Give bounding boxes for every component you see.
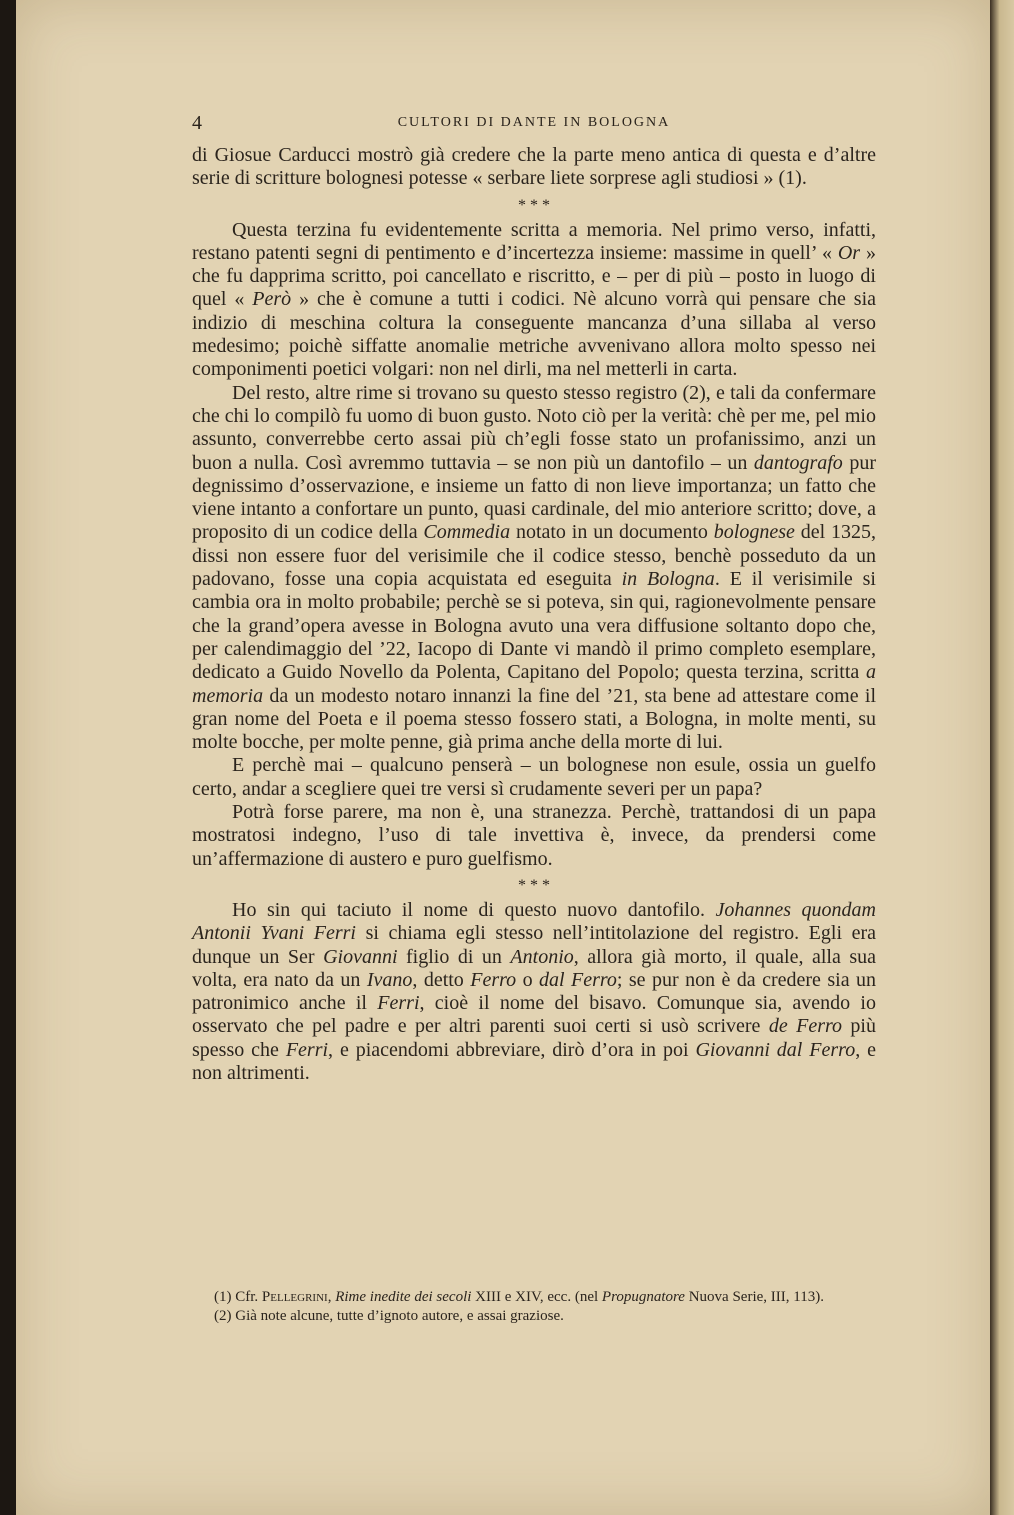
section-break-asterism: * * * <box>518 196 550 214</box>
paragraph-6: Ho sin qui taciuto il nome di questo nuovo dantofilo. Johannes quondam Antonii Yvani Ferri si chiama egli stesso nell’intitolazione del registro. Egli era dunque un Ser Giovanni figlio di un Antonio, allora già morto, il quale, alla sua volta, era nato da un Ivano, detto Ferro o dal Ferro; se pur non è da credere sia un patronimico anche il Ferri, cioè il nome del bisavo. Comunque sia, avendo io osservato che pel padre e per altri parenti suoi certi si usò scrivere de Ferro più spesso che Ferri, e piacendomi abbreviare, dirò d’ora in poi Giovanni dal Ferro, e non altrimenti. <box>192 898 877 1084</box>
footnotes <box>192 1288 876 1326</box>
section-break-asterism: * * * <box>518 876 550 894</box>
paragraph-1: di Giosue Carducci mostrò già credere che la parte meno antica di questa e d’altre serie di scritture bolognesi potesse « serbare liete sorprese agli studiosi » (1). <box>192 144 876 190</box>
footnote-1: (1) Cfr. Pellegrini, Rime inedite dei secoli XIII e XIV, ecc. (nel Propugnatore Nuova Serie, III, 113). <box>214 1289 824 1305</box>
facing-page-edge <box>990 0 1014 1515</box>
paragraph-5: Potrà forse parere, ma non è, una stranezza. Perchè, trattandosi di un papa mostratosi indegno, l’uso di tale invettiva è, invece, da prendersi come un’affermazione di austero e puro guelfismo. <box>192 801 876 870</box>
main-text <box>192 144 876 1085</box>
page-number: 4 <box>192 112 202 134</box>
running-head <box>192 112 876 136</box>
paragraph-2: Questa terzina fu evidentemente scritta a memoria. Nel primo verso, infatti, restano patenti segni di pentimento e d’incertezza insieme: massime in quell’ « Or » che fu dapprima scritto, poi cancellato e riscritto, e – per di più – posto in luogo di quel « Però » che è comune a tutti i codici. Nè alcuno vorrà qui pensare che sia indizio di meschina coltura la conseguente mancanza d’una sillaba al verso medesimo; poichè siffatte anomalie metriche avvenivano allora molto spesso nei componimenti poetici volgari: non nel dirli, ma nel metterli in carta. <box>192 218 876 381</box>
paragraph-3: Del resto, altre rime si trovano su questo stesso registro (2), e tali da confermare che chi lo compilò fu uomo di buon gusto. Noto ciò per la verità: chè per me, pel mio assunto, converrebbe certo assai più ch’egli fosse stato un profanissimo, anzi un buon a nulla. Così avremmo tuttavia – se non più un dantofilo – un dantografo pur degnissimo d’osservazione, e insieme un fatto di non lieve importanza; un fatto che viene intanto a confortare un punto, quasi cardinale, del mio anteriore scritto; dove, a proposito di un codice della Commedia notato in un documento bolognese del 1325, dissi non essere fuor del verisimile che il codice stesso, benchè posseduto da un padovano, fosse una copia acquistata ed eseguita in Bologna. E il verisimile si cambia ora in molto probabile; perchè se si poteva, sin qui, ragionevolmente pensare che la grand’opera avesse in Bologna avuto una vera diffusione soltanto dopo che, per calendimaggio del ’22, Iacopo di Dante vi mandò il primo completo esemplare, dedicato a Guido Novello da Polenta, Capitano del Popolo; questa terzina, scritta a memoria da un modesto notaro innanzi la fine del ’21, sta bene ad attestare come il gran nome del Poeta e il poema stesso fossero stati, a Bologna, in molte menti, su molte bocche, per molte penne, già prima anche della morte di lui. <box>192 381 876 754</box>
running-title: CULTORI DI DANTE IN BOLOGNA <box>397 115 671 130</box>
paragraph-4: E perchè mai – qualcuno penserà – un bolognese non esule, ossia un guelfo certo, andar a scegliere quei tre versi sì crudamente severi per un papa? <box>192 754 876 800</box>
footnote-2: (2) Già note alcune, tutte d’ignoto autore, e assai graziose. <box>214 1308 564 1324</box>
